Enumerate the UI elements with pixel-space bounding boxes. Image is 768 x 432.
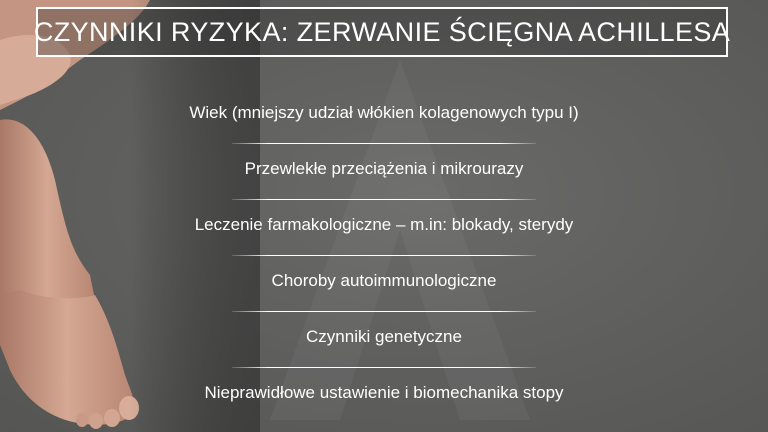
risk-factor-label: Przewlekłe przeciążenia i mikrourazy [244,159,524,178]
list-item [150,88,618,144]
risk-factor-label: Wiek (mniejszy udział włókien kolagenowych typu I) [189,103,579,122]
list-item [150,368,618,424]
risk-factor-label: Czynniki genetyczne [306,327,462,346]
slide-title: CZYNNIKI RYZYKA: ZERWANIE ŚCIĘGNA ACHILLESA [33,16,731,47]
risk-factor-label: Leczenie farmakologiczne – m.in: blokady, sterydy [194,215,574,234]
list-item [150,200,618,256]
risk-factor-label: Nieprawidłowe ustawienie i biomechanika stopy [204,383,564,402]
risk-factor-label: Choroby autoimmunologiczne [271,271,497,290]
list-item [150,256,618,312]
list-item [150,312,618,368]
risk-factor-list [150,88,618,424]
list-item [150,144,618,200]
title-box [33,7,731,57]
